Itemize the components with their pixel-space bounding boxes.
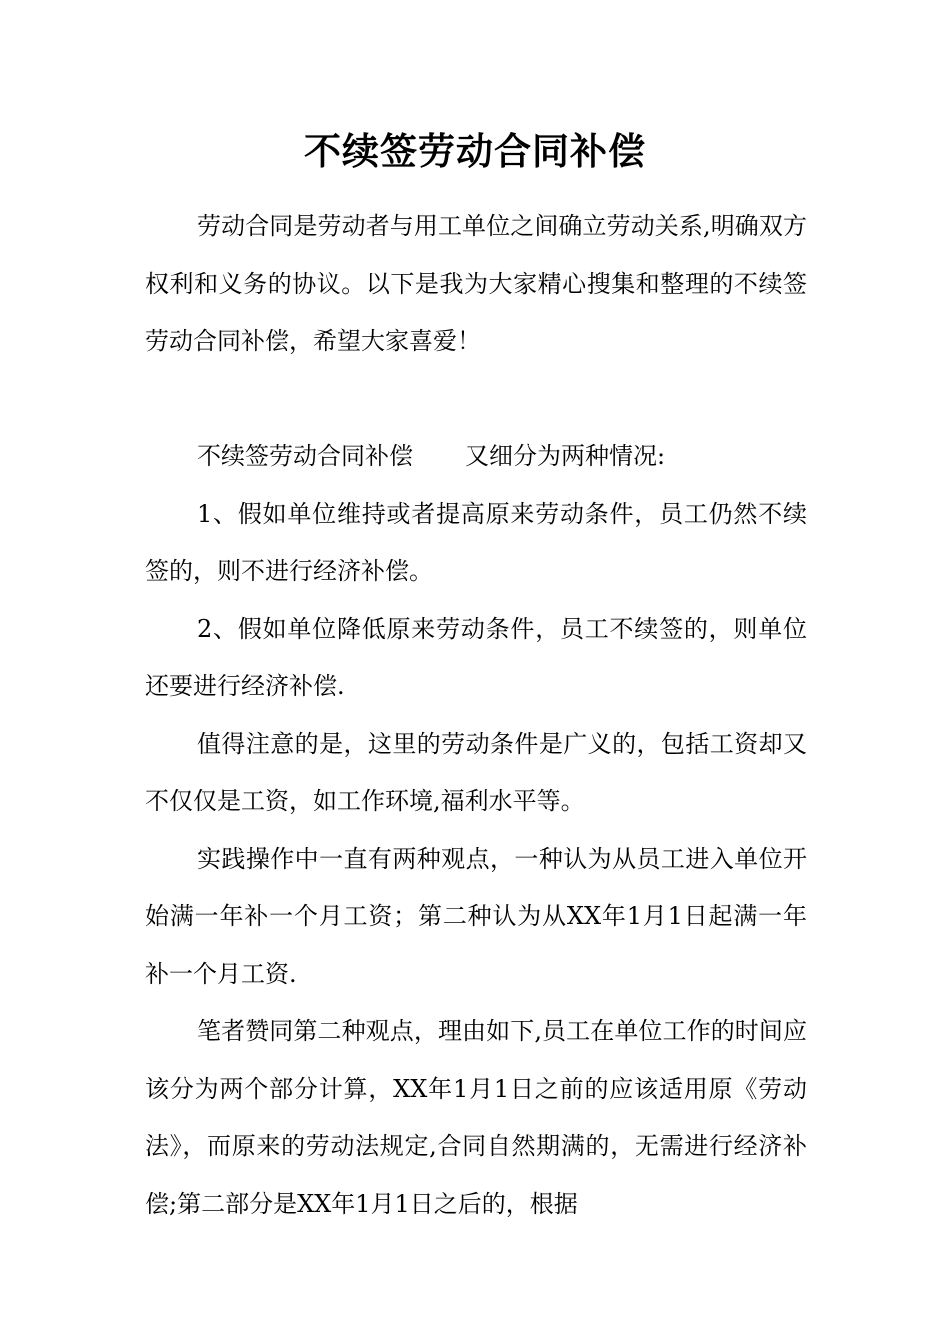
document-title: 不续签劳动合同补偿 xyxy=(304,130,646,173)
document-body xyxy=(145,198,807,1233)
item-2-paragraph: 2、假如单位降低原来劳动条件，员工不续签的，则单位还要进行经济补偿. xyxy=(145,614,807,700)
opinion-paragraph: 笔者赞同第二种观点，理由如下,员工在单位工作的时间应该分为两个部分计算，XX年1月1日之前的应该适用原《劳动法》，而原来的劳动法规定,合同自然期满的，无需进行经济补偿;第二部分是XX年1月1日之后的，根据 xyxy=(145,1017,807,1218)
section-heading-left: 不续签劳动合同补偿 xyxy=(197,442,413,470)
item-1-paragraph: 1、假如单位维持或者提高原来劳动条件，员工仍然不续签的，则不进行经济补偿。 xyxy=(145,499,807,585)
practice-paragraph: 实践操作中一直有两种观点，一种认为从员工进入单位开始满一年补一个月工资；第二种认为从XX年1月1日起满一年补一个月工资. xyxy=(145,844,807,988)
note-paragraph: 值得注意的是，这里的劳动条件是广义的，包括工资却又不仅仅是工资，如工作环境,福利水平等。 xyxy=(145,729,807,815)
paragraph-spacer xyxy=(145,371,807,429)
section-heading xyxy=(145,428,807,486)
section-heading-right: 又细分为两种情况: xyxy=(465,442,666,470)
intro-paragraph: 劳动合同是劳动者与用工单位之间确立劳动关系,明确双方权利和义务的协议。以下是我为大家精心搜集和整理的不续签劳动合同补偿，希望大家喜爱！ xyxy=(145,212,807,355)
